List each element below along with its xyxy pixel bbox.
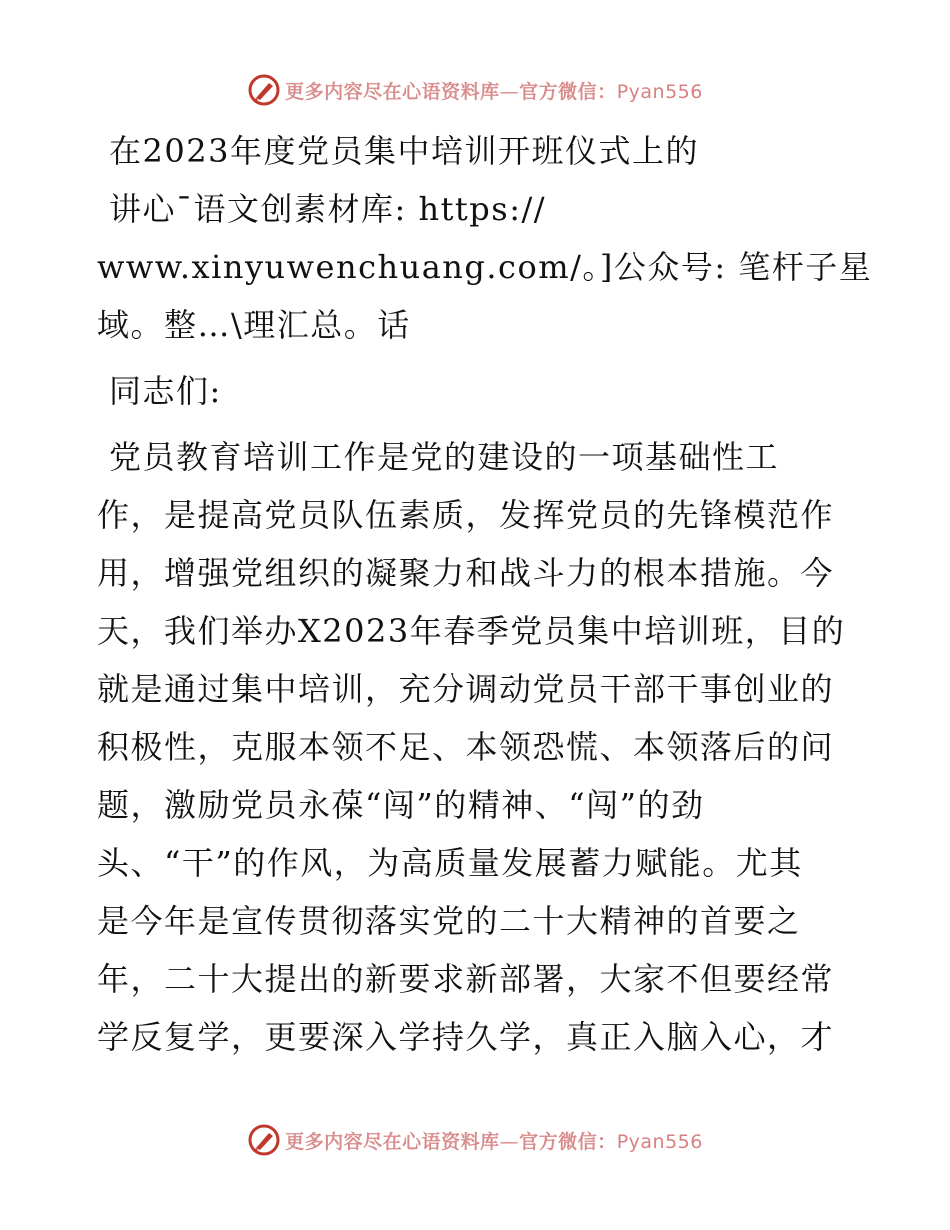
body-line: 学反复学，更要深入学持久学，真正入脑入心，才 [97,1018,835,1056]
title-line: 域。整…\理汇总。话 [97,306,411,344]
pen-in-circle-icon [247,1123,281,1157]
body-line: 就是通过集中培训，充分调动党员干部干事创业的 [97,670,835,708]
pen-in-circle-icon [247,73,281,107]
footer-watermark [0,1120,950,1160]
body-line: 是今年是宣传贯彻落实党的二十大精神的首要之 [97,902,801,940]
title-line: 讲心¯语文创素材库: https:// [109,190,547,228]
body-line: 党员教育培训工作是党的建设的一项基础性工 [109,438,780,476]
header-watermark [0,70,950,110]
title-line: www.xinyuwenchuang.com/。]公众号: 笔杆子星 [97,248,873,286]
title-line: 在2023年度党员集中培训开班仪式上的 [109,132,699,170]
body-line: 头、“干”的作风，为高质量发展蓄力赋能。尤其 [97,844,803,882]
body-line: 题，激励党员永葆“闯”的精神、“闯”的劲 [97,786,705,824]
salutation: 同志们: [109,372,222,410]
watermark-text: 更多内容尽在心语资料库—官方微信：Pyan556 [285,1130,703,1153]
body-line: 用，增强党组织的凝聚力和战斗力的根本措施。今 [97,554,835,592]
body-line: 天，我们举办X2023年春季党员集中培训班，目的 [97,612,846,650]
body-line: 年，二十大提出的新要求新部署，大家不但要经常 [97,960,835,998]
watermark-text: 更多内容尽在心语资料库—官方微信：Pyan556 [285,80,703,103]
body-line: 作，是提高党员队伍素质，发挥党员的先锋模范作 [97,496,835,534]
document-body [97,122,873,1066]
body-line: 积极性，克服本领不足、本领恐慌、本领落后的问 [97,728,835,766]
